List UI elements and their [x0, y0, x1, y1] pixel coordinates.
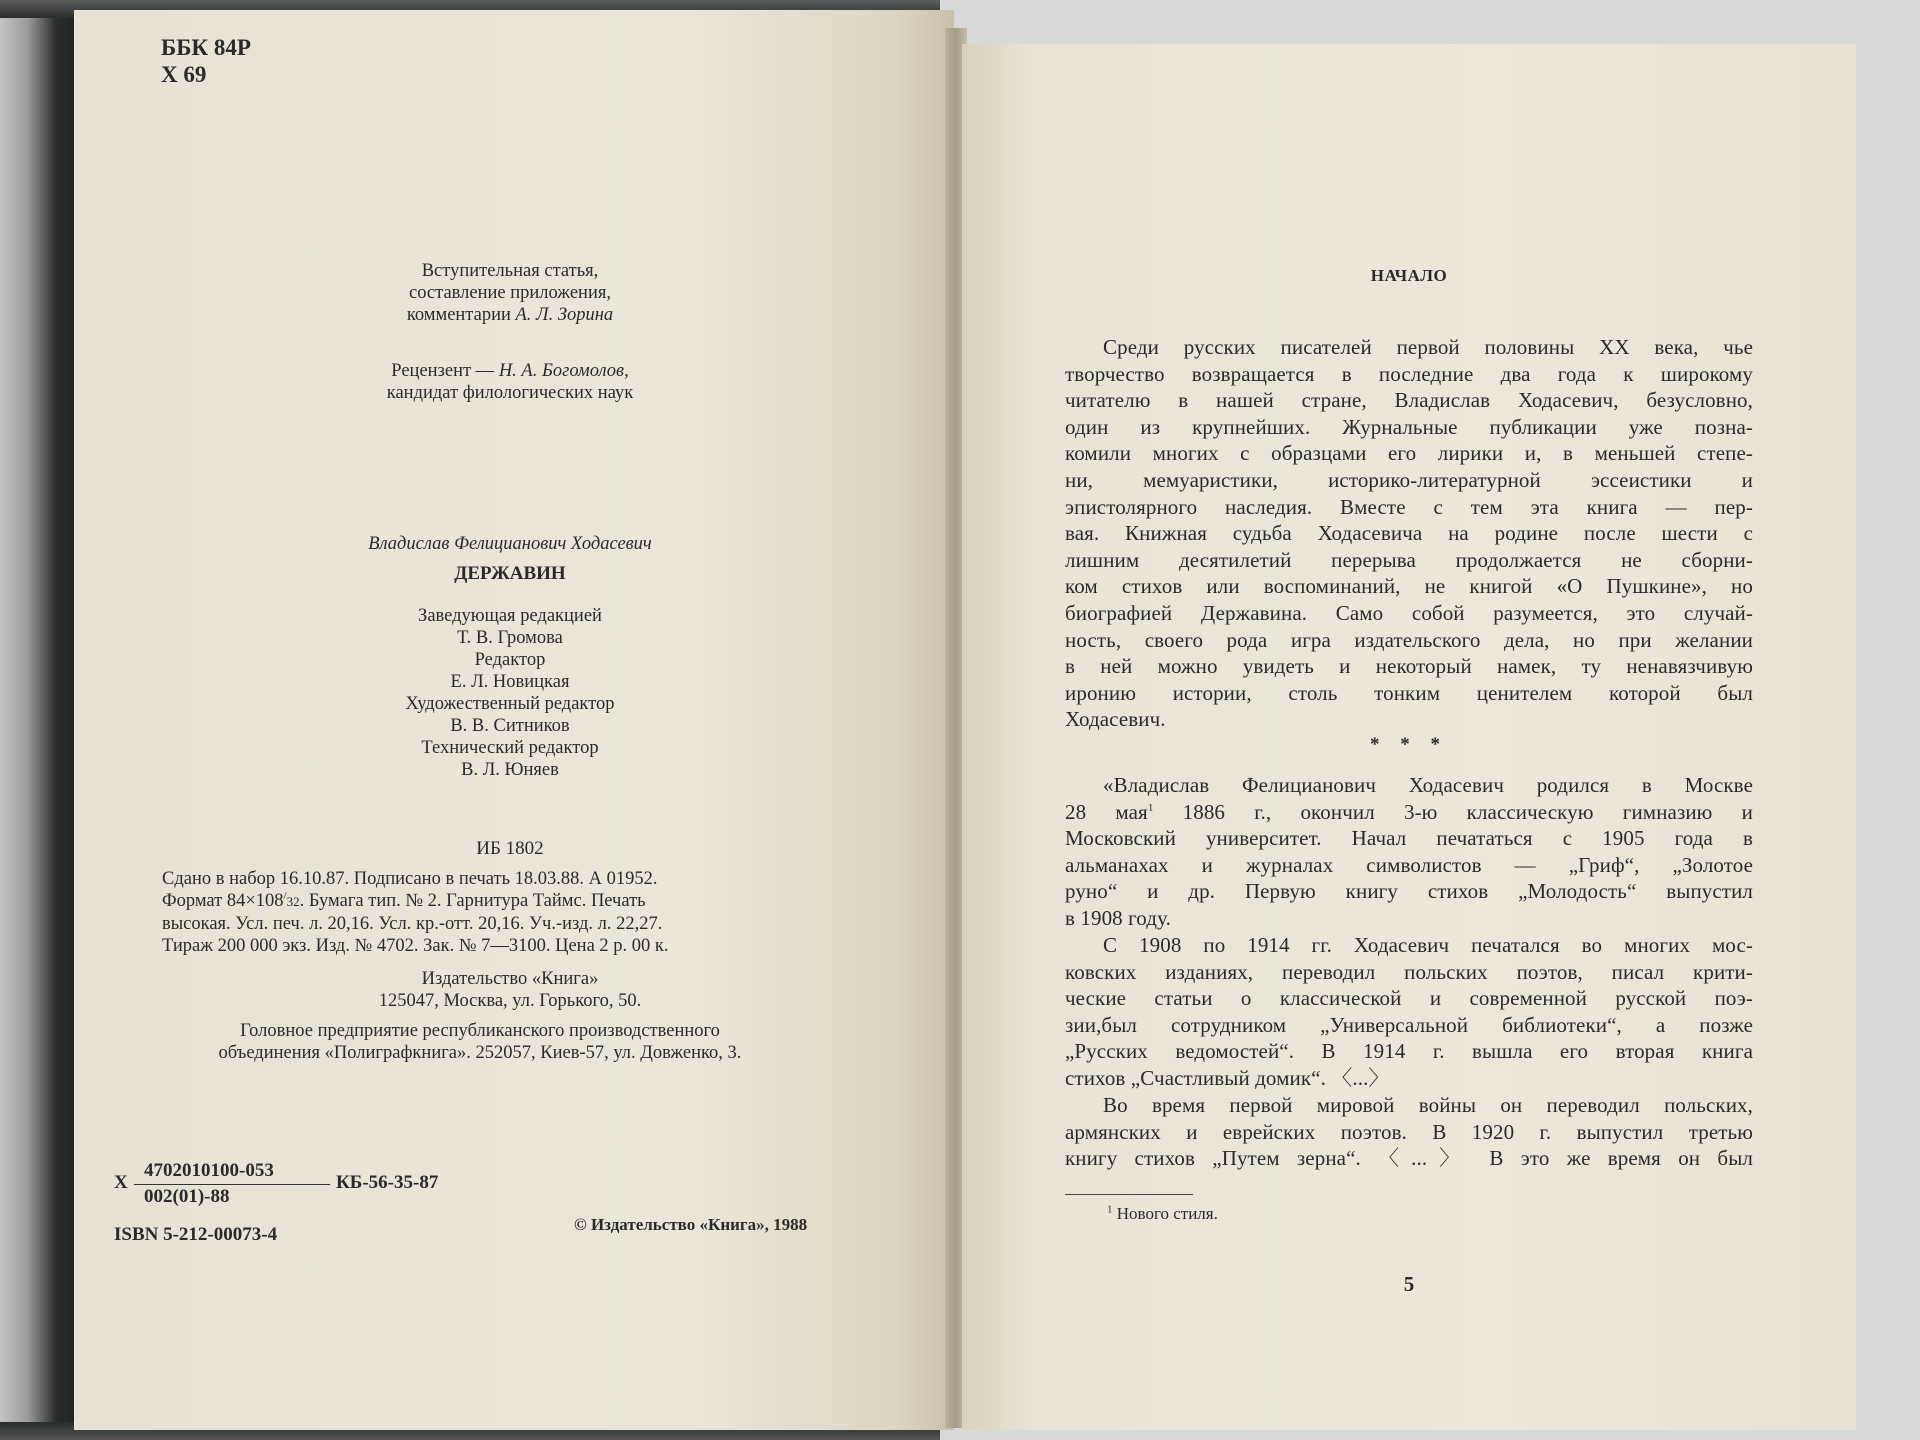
footnote-ref: 1	[1147, 801, 1154, 814]
imprint-format-rest: . Бумага тип. № 2. Гарнитура Таймс. Печать	[299, 891, 646, 911]
reviewer-block	[310, 360, 710, 404]
publisher-line: 125047, Москва, ул. Горького, 50.	[378, 991, 642, 1011]
paragraph-1	[1065, 334, 1753, 733]
text-span: 1886 г., окончил 3-ю классическую гимназию и	[1153, 799, 1753, 824]
text-line: вая. Книжная судьба Ходасевича на родине после шести с	[1065, 521, 1753, 546]
staff-line: Т. В. Громова	[457, 628, 563, 648]
text-line: иронию истории, столь тонким ценителем которой был	[1065, 680, 1753, 705]
text-line: „Русских ведомостей“. В 1914 г. вышла его вторая книга	[1065, 1039, 1753, 1064]
imprint-line	[162, 890, 669, 913]
text-line: ность, своего рода игра издательского дела, но при желании	[1065, 627, 1753, 652]
credit-author: А. Л. Зорина	[515, 305, 614, 325]
imprint-block	[162, 868, 669, 957]
printer-line: Головное предприятие республиканского производственного	[240, 1021, 720, 1041]
right-page	[962, 44, 1856, 1430]
text-line: в ней можно увидеть и некоторый намек, ту ненавязчивую	[1065, 654, 1753, 679]
book-cover-edge	[0, 0, 80, 1440]
page-number: 5	[1403, 1272, 1415, 1296]
text-line: Московский университет. Начал печататься с 1905 года в	[1065, 826, 1753, 851]
imprint-frac-denom: 32	[286, 894, 300, 909]
code-kb: КБ-56-35-87	[336, 1172, 439, 1193]
book-title: ДЕРЖАВИН	[454, 563, 566, 584]
credit-line: Вступительная статья,	[421, 261, 599, 281]
staff-line: В. Л. Юняев	[461, 760, 559, 780]
credit-line	[360, 304, 660, 326]
text-line: «Владислав Фелицианович Ходасевич родился в Москве	[1103, 773, 1753, 797]
paragraph-3	[1065, 932, 1753, 1092]
code-denominator: 002(01)-88	[144, 1186, 230, 1207]
staff-line: Редактор	[474, 650, 546, 670]
chapter-heading: НАЧАЛО	[1370, 266, 1448, 285]
paragraph-2	[1065, 772, 1753, 932]
credit-text: комментарии	[406, 305, 511, 325]
publisher-line: Издательство «Книга»	[421, 969, 599, 989]
bbk-line: Х 69	[161, 62, 207, 87]
text-line: С 1908 по 1914 гг. Ходасевич печатался во многих мос-	[1103, 933, 1753, 957]
text-line: стихов „Счастливый домик“. 〈...〉	[1065, 1065, 1390, 1090]
publisher-block	[310, 968, 710, 1012]
footnote-rule	[1065, 1194, 1193, 1195]
paragraph-4	[1065, 1092, 1753, 1172]
ib-number: ИБ 1802	[476, 838, 544, 859]
code-numerator: 4702010100-053	[144, 1160, 274, 1181]
imprint-format: Формат 84×108	[162, 891, 284, 911]
text-line: в 1908 году.	[1065, 905, 1171, 930]
text-line: ковских изданиях, переводил польских поэтов, писал крити-	[1065, 959, 1753, 984]
text-line: комили многих с образцами его лирики и, в меньшей степе-	[1065, 441, 1753, 466]
text-line: лишним десятилетий перерыва продолжается не сборни-	[1065, 547, 1753, 572]
text-line: зии,был сотрудником „Универсальной библиотеки“, а позже	[1065, 1012, 1753, 1037]
left-page	[74, 10, 954, 1430]
imprint-line: высокая. Усл. печ. л. 20,16. Усл. кр.-отт. 20,16. Уч.-изд. л. 22,27.	[162, 914, 663, 934]
text-line: армянских и еврейских поэтов. В 1920 г. выпустил третью	[1065, 1119, 1753, 1144]
author-name: Владислав Фелицианович Ходасевич	[368, 534, 652, 554]
imprint-line: Сдано в набор 16.10.87. Подписано в печать 18.03.88. А 01952.	[162, 869, 658, 889]
footnote	[1107, 1204, 1218, 1224]
text-line: книгу стихов „Путем зерна“. 〈...〉 В это же время он был	[1065, 1146, 1753, 1171]
text-line: читателю в нашей стране, Владислав Ходасевич, безусловно,	[1065, 388, 1753, 413]
code-fraction-bar	[134, 1184, 330, 1185]
staff-line: Технический редактор	[421, 738, 599, 758]
code-x: Х	[114, 1172, 128, 1193]
text-line: Среди русских писателей первой половины XX века, чье	[1103, 335, 1753, 359]
section-asterisks: * * *	[1370, 734, 1448, 755]
text-line: альманахах и журналах символистов — „Гриф“, „Золотое	[1065, 852, 1753, 877]
text-line: руно“ и др. Первую книгу стихов „Молодость“ выпустил	[1065, 879, 1753, 904]
printer-line: объединения «Полиграфкнига». 252057, Киев-57, ул. Довженко, 3.	[218, 1043, 742, 1063]
text-line: Ходасевич.	[1065, 707, 1166, 732]
footnote-text: Нового стиля.	[1116, 1204, 1218, 1223]
imprint-line: Тираж 200 000 экз. Изд. № 4702. Зак. № 7—3100. Цена 2 р. 00 к.	[162, 936, 669, 956]
text-line: один из крупнейших. Журнальные публикации уже позна-	[1065, 414, 1753, 439]
staff-block	[310, 605, 710, 781]
text-line: ни, мемуаристики, историко-литературной эссеистики и	[1065, 467, 1753, 492]
credit-line: составление приложения,	[409, 283, 611, 303]
bbk-code	[161, 34, 251, 88]
text-line	[1065, 799, 1753, 826]
text-line: Во время первой мировой войны он переводил польских,	[1103, 1093, 1753, 1117]
footnote-mark: 1	[1107, 1203, 1113, 1216]
staff-line: Е. Л. Новицкая	[450, 672, 570, 692]
staff-line: Заведующая редакцией	[418, 606, 602, 626]
bbk-line: ББК 84Р	[161, 35, 251, 60]
reviewer-title: кандидат филологических наук	[386, 383, 634, 403]
text-line: биографией Державина. Само собой разумеется, это случай-	[1065, 600, 1753, 625]
copyright: © Издательство «Книга», 1988	[574, 1215, 808, 1234]
reviewer-label: Рецензент —	[391, 361, 495, 381]
credits-block	[360, 260, 660, 326]
text-line: ческие статьи о классической и современной русской поэ-	[1065, 986, 1753, 1011]
imprint-frac-slash: /	[283, 889, 287, 902]
text-line: творчество возвращается в последние два года к широкому	[1065, 361, 1753, 386]
staff-line: В. В. Ситников	[450, 716, 570, 736]
text-span: 28 мая	[1065, 799, 1148, 824]
isbn: ISBN 5-212-00073-4	[114, 1224, 278, 1245]
text-line: эпистолярного наследия. Вместе с тем эта книга — пер-	[1065, 494, 1753, 519]
reviewer-name: Н. А. Богомолов,	[498, 361, 629, 381]
printer-block	[110, 1020, 850, 1064]
text-line: ком стихов или воспоминаний, не книгой «О Пушкине», но	[1065, 574, 1753, 599]
staff-line: Художественный редактор	[405, 694, 615, 714]
